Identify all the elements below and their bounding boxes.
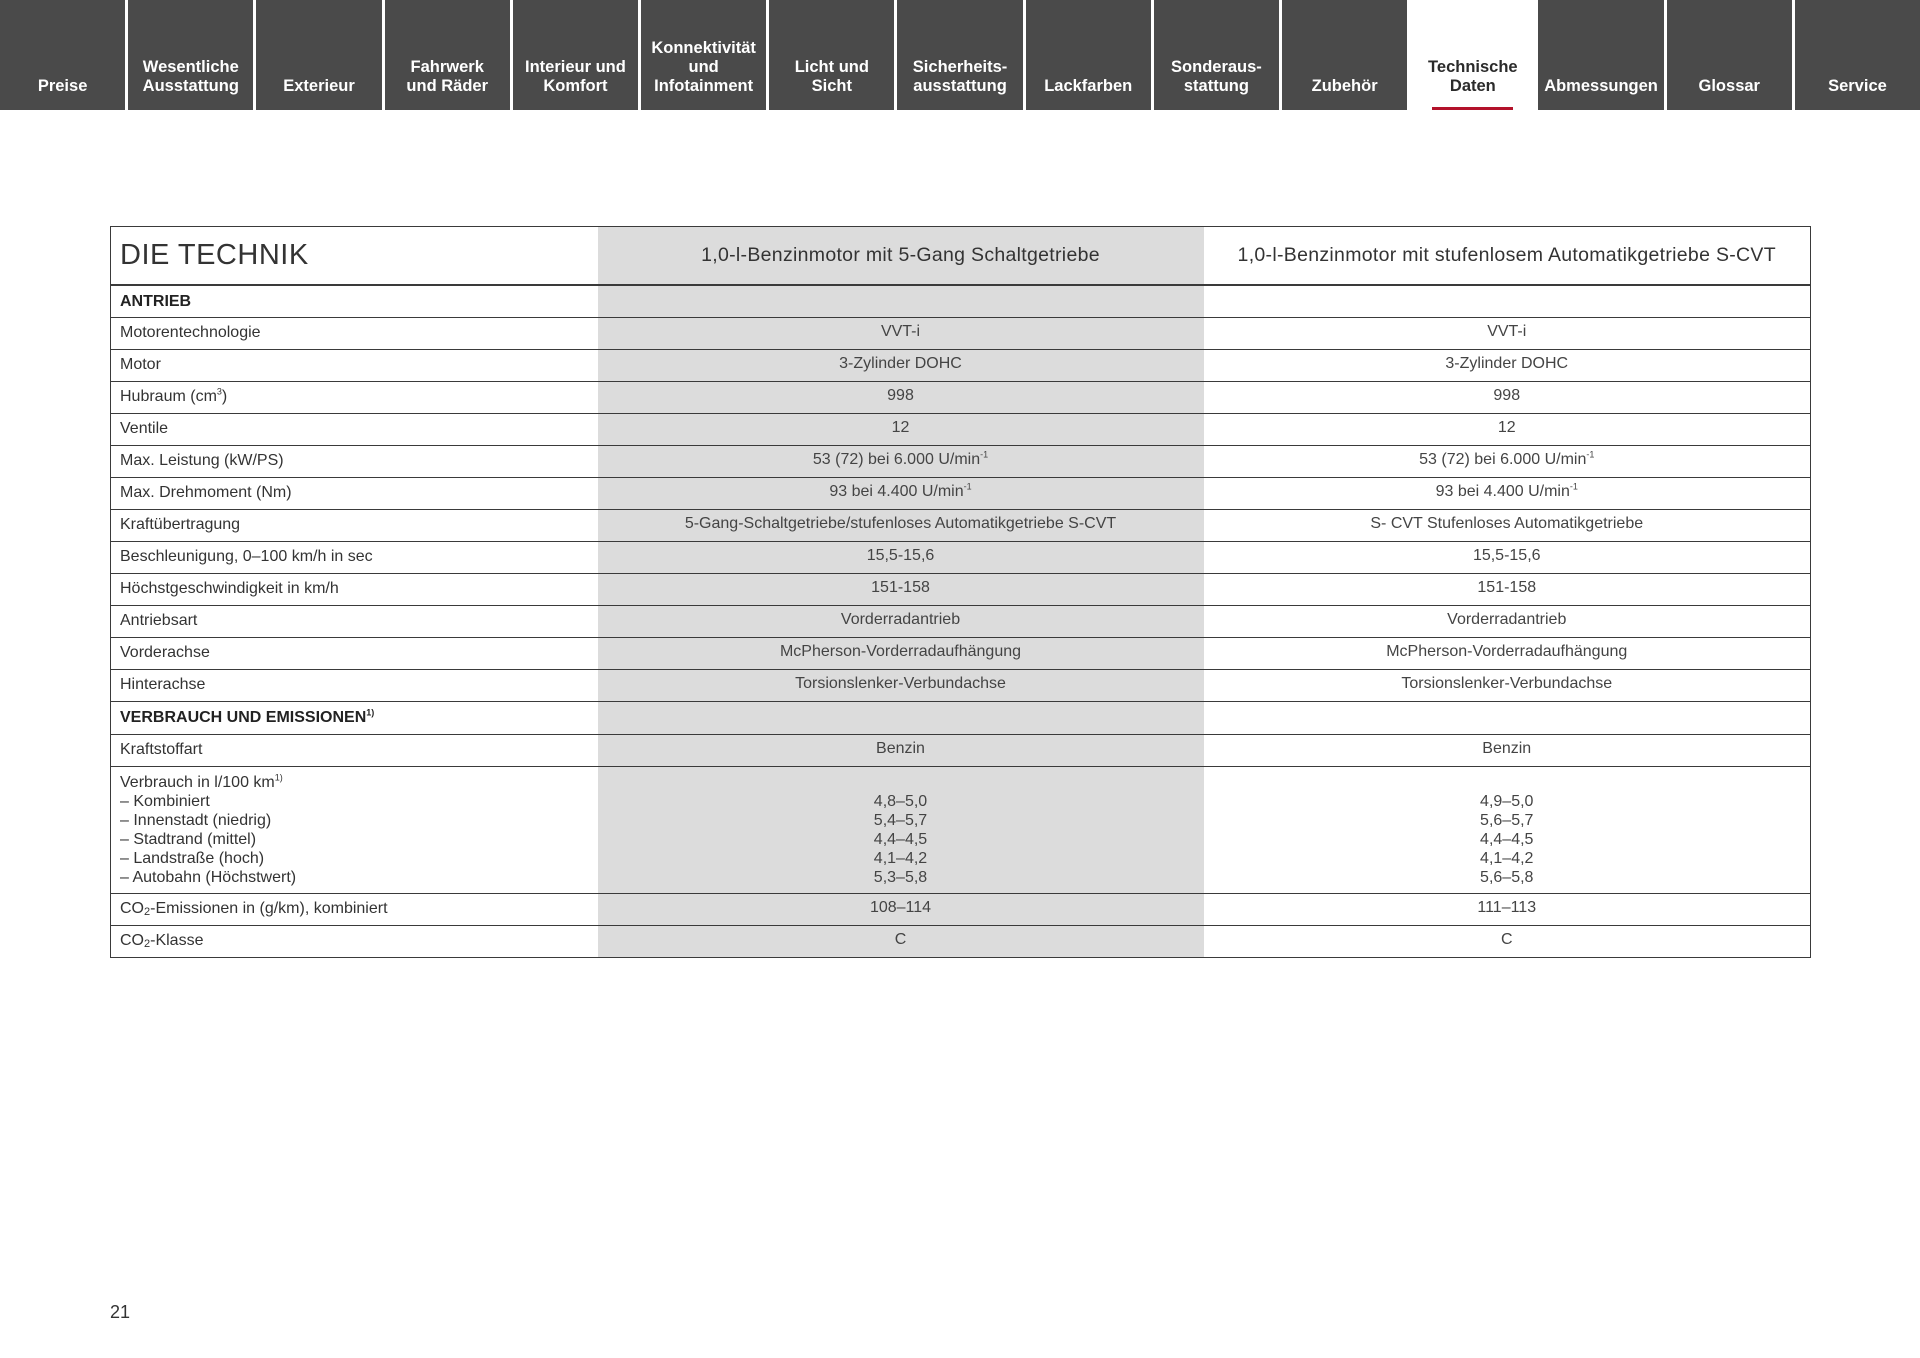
row-label: Vorderachse bbox=[111, 638, 598, 670]
row-label: Ventile bbox=[111, 414, 598, 446]
row-label: Antriebsart bbox=[111, 606, 598, 638]
table-row bbox=[111, 894, 1811, 926]
nav-tab-label: Exterieur bbox=[283, 77, 355, 95]
row-value-automatic: McPherson-Vorderradaufhängung bbox=[1204, 638, 1811, 670]
page-number: 21 bbox=[110, 1302, 131, 1322]
table-row bbox=[111, 542, 1811, 574]
row-value-automatic: Vorderradantrieb bbox=[1204, 606, 1811, 638]
row-value-manual: 53 (72) bei 6.000 $U/\min^{-1}$ bbox=[598, 446, 1204, 478]
table-row bbox=[111, 478, 1811, 510]
nav-tab-konnektivität-und-infotainment[interactable] bbox=[641, 0, 766, 110]
row-label: Kraftstoffart bbox=[111, 735, 598, 767]
nav-tab-preise[interactable] bbox=[0, 0, 125, 110]
table-row bbox=[111, 670, 1811, 702]
table-row bbox=[111, 638, 1811, 670]
row-value-automatic: 15,5-15,6 bbox=[1204, 542, 1811, 574]
section-title-verbrauch: VERBRAUCH UND EMISSIONEN$^{1)}$ bbox=[111, 702, 598, 735]
nav-tab-licht-und-sicht[interactable] bbox=[769, 0, 894, 110]
nav-tab-lackfarben[interactable] bbox=[1026, 0, 1151, 110]
row-value-manual: 15,5-15,6 bbox=[598, 542, 1204, 574]
row-value-manual: Benzin bbox=[598, 735, 1204, 767]
column-header-manual: 1,0-l-Benzinmotor mit 5-Gang Schaltgetriebe bbox=[598, 227, 1204, 285]
row-label: Beschleunigung, 0–100 km/h in sec bbox=[111, 542, 598, 574]
row-value-automatic: 12 bbox=[1204, 414, 1811, 446]
row-value-automatic: VVT-i bbox=[1204, 318, 1811, 350]
row-value-automatic: 111–113 bbox=[1204, 894, 1811, 926]
row-label: Kraftübertragung bbox=[111, 510, 598, 542]
row-value-automatic: C bbox=[1204, 926, 1811, 958]
nav-tab-label: Service bbox=[1828, 77, 1887, 95]
row-label: Motorentechnologie bbox=[111, 318, 598, 350]
table-row-verbrauch bbox=[111, 767, 1811, 894]
nav-tab-wesentliche-ausstattung[interactable] bbox=[128, 0, 253, 110]
nav-tab-label: Fahrwerk und Räder bbox=[406, 58, 488, 95]
row-label: Hinterachse bbox=[111, 670, 598, 702]
table-row bbox=[111, 510, 1811, 542]
nav-tab-label: Technische Daten bbox=[1428, 58, 1518, 95]
nav-tab-abmessungen[interactable] bbox=[1538, 0, 1663, 110]
nav-tab-label: Lackfarben bbox=[1044, 77, 1133, 95]
nav-tab-label: Sonderaus- stattung bbox=[1171, 58, 1262, 95]
table-row bbox=[111, 926, 1811, 958]
row-label: Verbrauch in l/100 $km^{1)}$ – Kombiniert – Innenstadt (niedrig) – Stadtrand (mittel) – Landstraße (hoch) – Autobahn (Höchstwert) bbox=[111, 767, 598, 894]
row-value-manual: 4,8–5,0 5,4–5,7 4,4–4,5 4,1–4,2 5,3–5,8 bbox=[598, 767, 1204, 894]
row-label: Hubraum $(cm^3)$ bbox=[111, 382, 598, 414]
row-label: CO2-Emissionen in (g/km), kombiniert bbox=[111, 894, 598, 926]
row-value-automatic: Torsionslenker-Verbundachse bbox=[1204, 670, 1811, 702]
nav-tab-exterieur[interactable] bbox=[256, 0, 381, 110]
table-row bbox=[111, 350, 1811, 382]
row-value-manual: 5-Gang-Schaltgetriebe/stufenloses Automatikgetriebe S-CVT bbox=[598, 510, 1204, 542]
table-row bbox=[111, 318, 1811, 350]
nav-tab-label: Licht und Sicht bbox=[794, 58, 869, 95]
nav-tab-interieur-und-komfort[interactable] bbox=[513, 0, 638, 110]
row-value-manual: VVT-i bbox=[598, 318, 1204, 350]
nav-tab-zubehör[interactable] bbox=[1282, 0, 1407, 110]
nav-tab-sonderaus-stattung[interactable] bbox=[1154, 0, 1279, 110]
nav-tab-service[interactable] bbox=[1795, 0, 1920, 110]
nav-tab-label: Zubehör bbox=[1311, 77, 1378, 95]
nav-tab-label: Glossar bbox=[1698, 77, 1760, 95]
section-title-antrieb: ANTRIEB bbox=[111, 285, 598, 318]
row-label: CO2-Klasse bbox=[111, 926, 598, 958]
row-value-manual: 108–114 bbox=[598, 894, 1204, 926]
row-value-manual: 151-158 bbox=[598, 574, 1204, 606]
row-value-manual: 3-Zylinder DOHC bbox=[598, 350, 1204, 382]
table-row bbox=[111, 606, 1811, 638]
nav-tab-sicherheits-ausstattung[interactable] bbox=[897, 0, 1022, 110]
table-title: DIE TECHNIK bbox=[111, 227, 598, 285]
table-row bbox=[111, 382, 1811, 414]
row-value-manual: Torsionslenker-Verbundachse bbox=[598, 670, 1204, 702]
nav-tab-label: Preise bbox=[37, 77, 88, 95]
nav-tab-label: Sicherheits- ausstattung bbox=[912, 58, 1008, 95]
row-label: Max. Drehmoment (Nm) bbox=[111, 478, 598, 510]
nav-tab-technische-daten[interactable] bbox=[1410, 0, 1535, 110]
nav-tab-fahrwerk-und-räder[interactable] bbox=[385, 0, 510, 110]
row-value-manual: Vorderradantrieb bbox=[598, 606, 1204, 638]
row-label: Höchstgeschwindigkeit in km/h bbox=[111, 574, 598, 606]
row-label: Max. Leistung (kW/PS) bbox=[111, 446, 598, 478]
row-value-manual: McPherson-Vorderradaufhängung bbox=[598, 638, 1204, 670]
row-value-automatic: 53 (72) bei 6.000 $U/\min^{-1}$ bbox=[1204, 446, 1811, 478]
technical-data-table bbox=[110, 226, 1811, 958]
row-value-automatic: 3-Zylinder DOHC bbox=[1204, 350, 1811, 382]
table-row bbox=[111, 735, 1811, 767]
row-value-automatic: S- CVT Stufenloses Automatikgetriebe bbox=[1204, 510, 1811, 542]
row-value-manual: 12 bbox=[598, 414, 1204, 446]
row-value-automatic: 4,9–5,0 5,6–5,7 4,4–4,5 4,1–4,2 5,6–5,8 bbox=[1204, 767, 1811, 894]
row-value-automatic: 93 bei 4.400 $U/\min^{-1}$ bbox=[1204, 478, 1811, 510]
nav-tab-label: Interieur und Komfort bbox=[524, 58, 626, 95]
nav-tab-label: Abmessungen bbox=[1544, 77, 1658, 95]
row-value-manual: C bbox=[598, 926, 1204, 958]
nav-tab-label: Wesentliche Ausstattung bbox=[142, 58, 239, 95]
row-value-manual: 998 bbox=[598, 382, 1204, 414]
table-row bbox=[111, 574, 1811, 606]
top-navigation bbox=[0, 0, 1920, 110]
row-value-automatic: 998 bbox=[1204, 382, 1811, 414]
section-row-verbrauch bbox=[111, 702, 1811, 735]
row-value-automatic: Benzin bbox=[1204, 735, 1811, 767]
row-value-manual: 93 bei 4.400 $U/\min^{-1}$ bbox=[598, 478, 1204, 510]
nav-tab-glossar[interactable] bbox=[1667, 0, 1792, 110]
row-value-automatic: 151-158 bbox=[1204, 574, 1811, 606]
column-header-automatic: 1,0-l-Benzinmotor mit stufenlosem Automatikgetriebe S-CVT bbox=[1204, 227, 1811, 285]
nav-tab-label: Konnektivität und Infotainment bbox=[651, 39, 756, 95]
section-row-antrieb bbox=[111, 285, 1811, 318]
row-label: Motor bbox=[111, 350, 598, 382]
table-row bbox=[111, 414, 1811, 446]
table-row bbox=[111, 446, 1811, 478]
table-header-row bbox=[111, 227, 1811, 285]
